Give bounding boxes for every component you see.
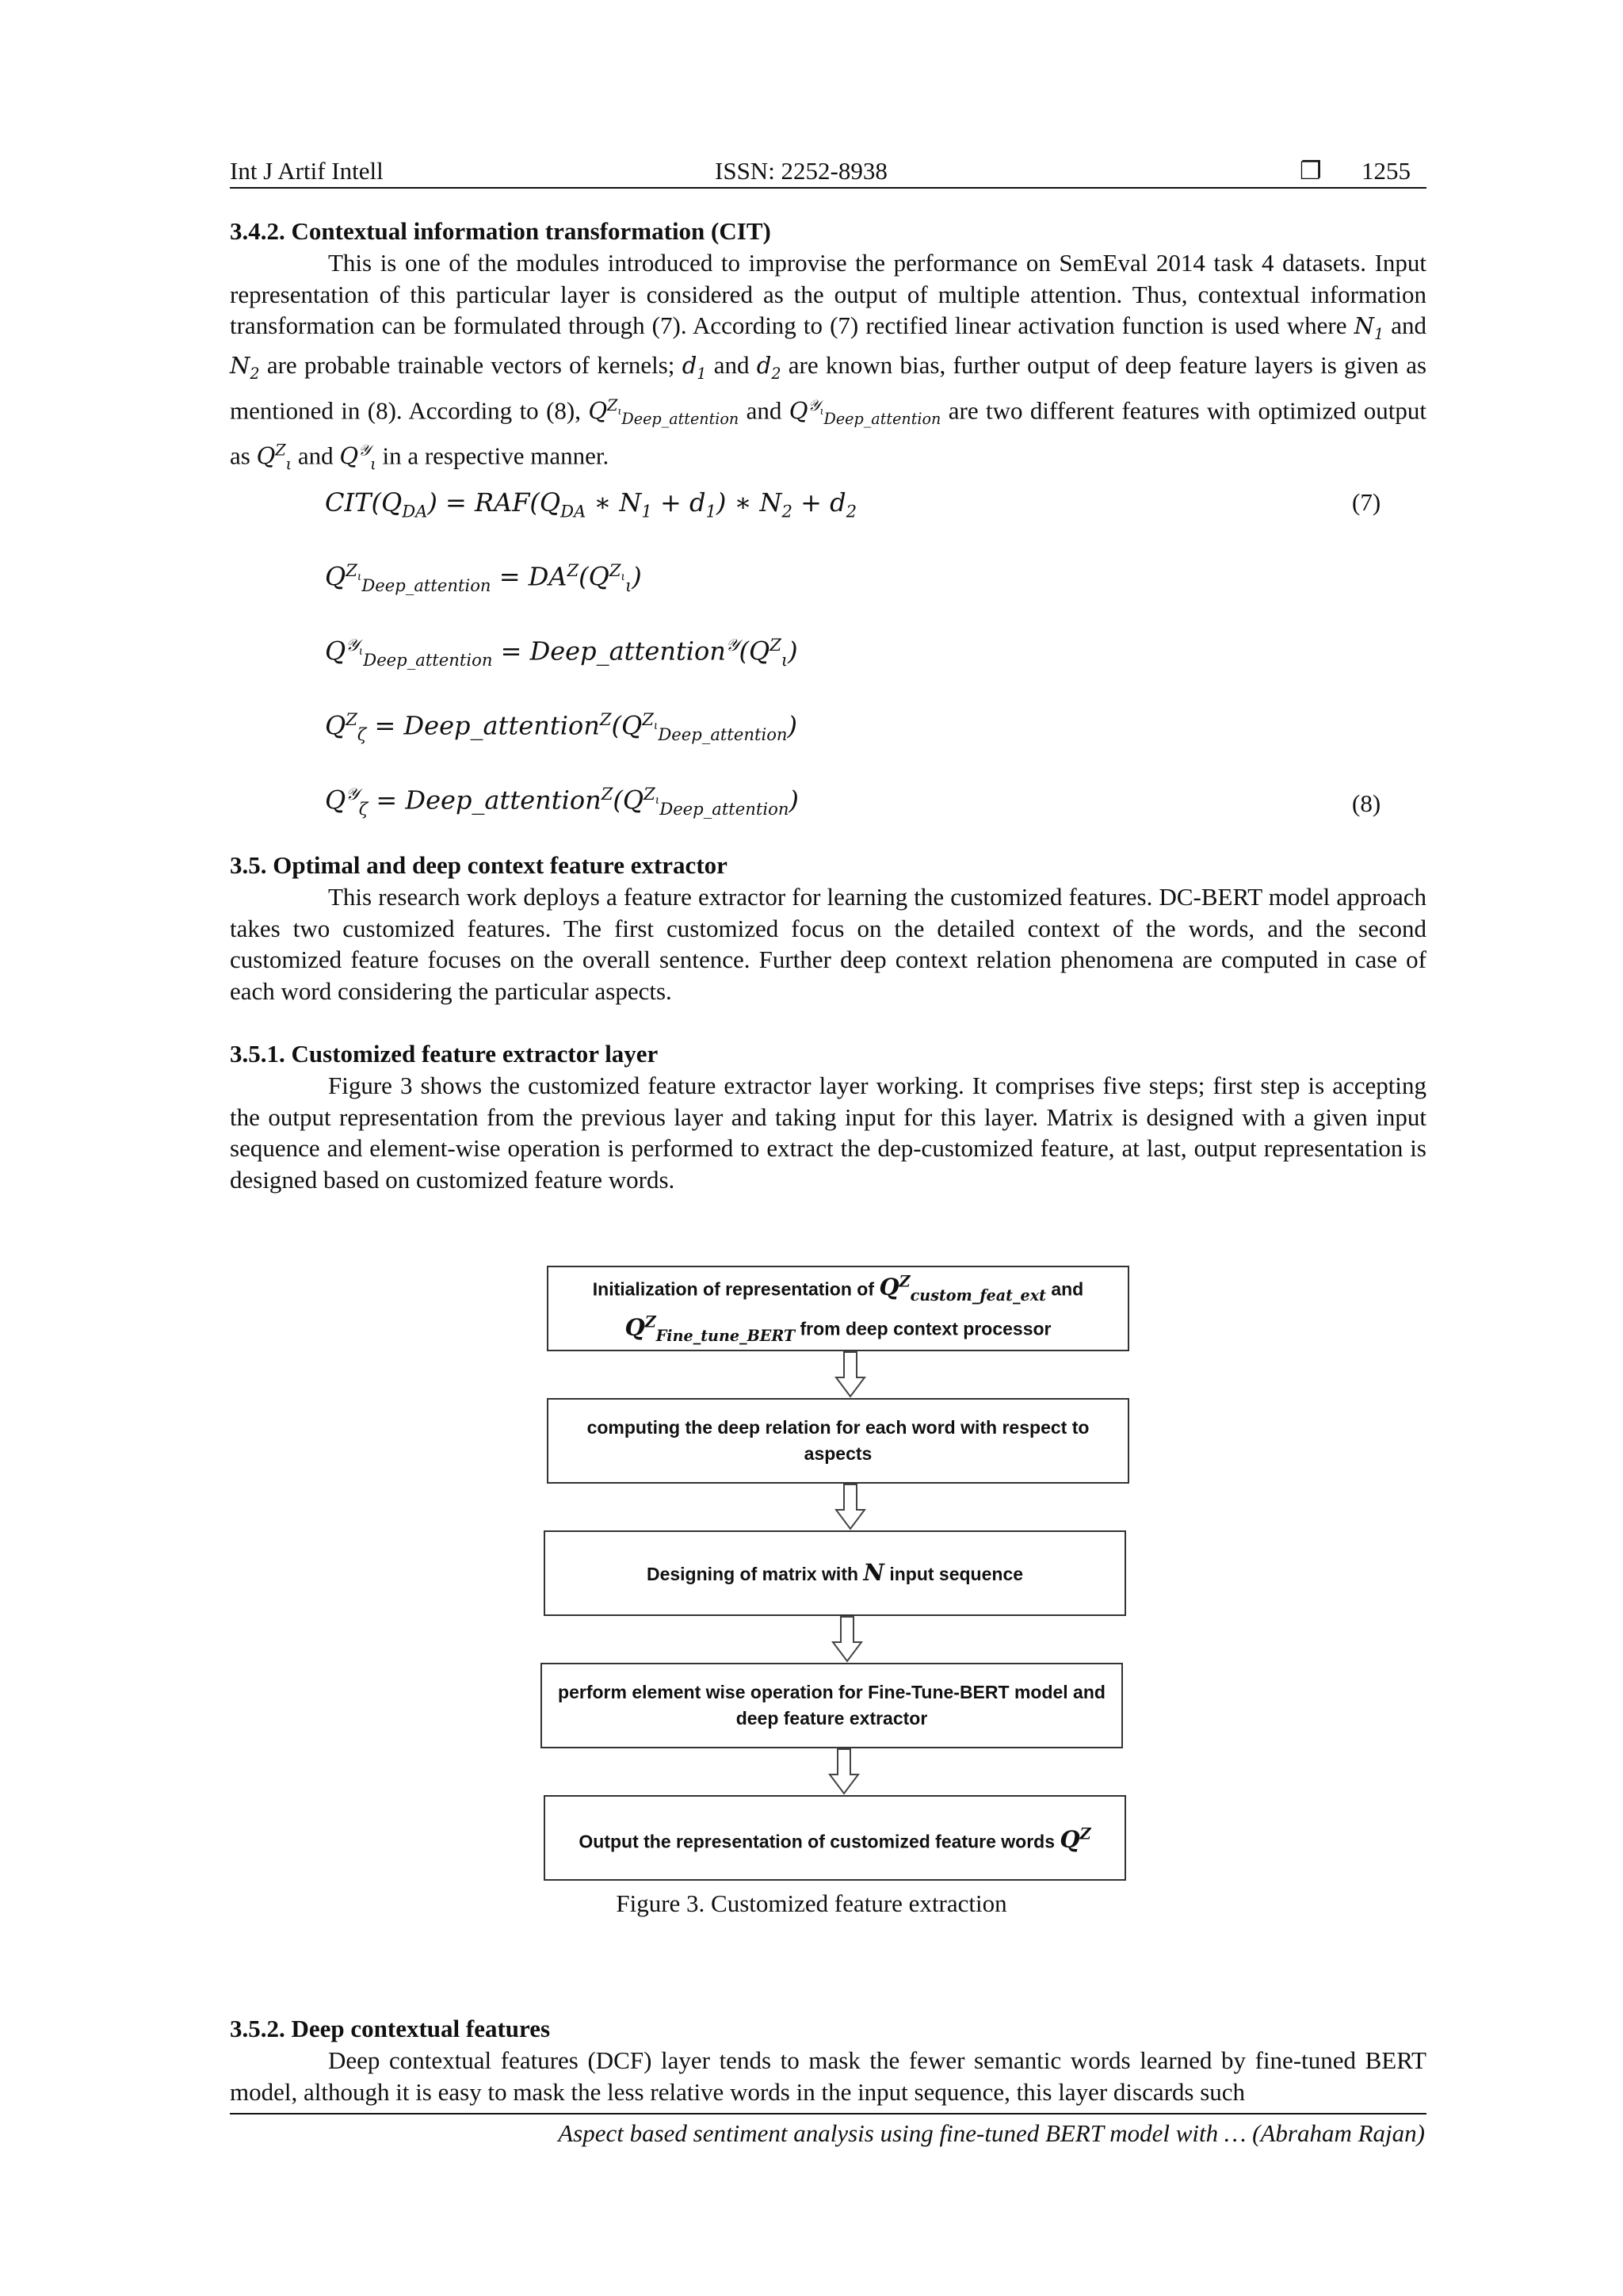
flowchart-step-output: Output the representation of customized feature words $Q^Z$ [544,1795,1126,1881]
section-3-5-paragraph: This research work deploys a feature extractor for learning the customized features. DC-BERT model approach takes two customized features. The first customized focus on the detailed context of the words, and the second customized feature focuses on the overall sentence. Further deep context relation phenomena are computed in case of each word considering the particular aspects. [230,883,1426,1005]
equation-8-label: (8) [1352,789,1381,817]
equation-7: $CIT(Q_{DA}) = RAF(Q_{DA}$ ∗ $N_1 + d_1$) ∗ $N_2 + d_2$ [325,487,857,521]
section-3-5-2-title: 3.5.2. Deep contextual features [230,2015,551,2042]
down-arrow-icon [834,1484,866,1530]
footer-citation: Aspect based sentiment analysis using fine-tuned BERT model with … (Abraham Rajan) [558,2119,1425,2147]
journal-name: Int J Artif Intell [230,157,384,185]
down-arrow-icon [828,1749,860,1795]
equation-8-line-4: $Q^𝒴_\zeta$ = $Deep\_attention^Z(Q^{Z_\iota}_{Deep\_attention})$ [325,784,799,819]
equation-8-line-1: $Q^{Z_\iota}_{Deep\_attention} = DA^Z(Q^{Z_\iota}_\iota)$ [325,560,642,596]
section-3-4-2-paragraph: This is one of the modules introduced to improvise the performance on SemEval 2014 task 4 datasets. Input representation of this particular layer is considered as the output of multiple attention. Thus, contextual information transformation can be formulated through (7). According to (7) rectified linear activation function is used where $N_1$ and $N_2$ are probable trainable vectors of kernels; $d_1$ and $d_2$ are known bias, further output of deep feature layers is given as mentioned in (8). According to (8), $Q^{Z_\iota}_{Deep\_attention}$ and $Q^{𝒴_\iota}_{Deep\_attention}$ are two different features with optimized output as $Q^Z_\iota$ and $Q^𝒴_\iota$ in a respective manner. [230,249,1427,473]
flowchart-step-matrix: Designing of matrix with N input sequence [544,1530,1126,1616]
equation-8-line-3: $Q^Z_\zeta$ = $Deep\_attention^Z(Q^{Z_\iota}_{Deep\_attention})$ [325,709,798,745]
issn: ISSN: 2252-8938 [715,157,888,185]
down-arrow-icon [834,1352,866,1398]
equation-7-label: (7) [1352,488,1381,516]
section-3-4-2-title: 3.4.2. Contextual information transformation (CIT) [230,217,771,245]
flowchart-step-deep-relation: computing the deep relation for each word with respect to aspects [547,1398,1129,1484]
section-3-5-1-paragraph: Figure 3 shows the customized feature extractor layer working. It comprises five steps; first step is accepting the output representation from the previous layer and taking input for this layer. Matrix is designed with a given input sequence and element-wise operation is performed to extract the dep-customized feature, at last, output representation is designed based on customized feature words. [230,1072,1426,1194]
page-number: 1255 [1361,157,1411,185]
section-3-5-2-paragraph: Deep contextual features (DCF) layer tends to mask the fewer semantic words learned by fine-tuned BERT model, although it is easy to mask the less relative words in the input sequence, this layer discards such [230,2046,1426,2106]
flowchart-step-initialization: Initialization of representation of $Q^Z_{custom\_feat\_ext}$ and $Q^Z_{Fine\_tune\_BERT}$ from deep context processor [547,1266,1129,1351]
section-3-5-1-title: 3.5.1. Customized feature extractor layer [230,1040,659,1068]
flowchart-step-element-wise: perform element wise operation for Fine-Tune-BERT model and deep feature extractor [540,1663,1123,1748]
figure-caption: Figure 3. Customized feature extraction [616,1889,1007,1917]
equation-8-line-2: $Q^{𝒴_\iota}_{Deep\_attention}$ = $Deep\_attention^𝒴(Q^Z_\iota)$ [325,635,798,670]
checkbox-square-icon: ❐ [1300,157,1322,185]
down-arrow-icon [831,1617,863,1663]
footer-rule [230,2113,1426,2115]
section-3-5-title: 3.5. Optimal and deep context feature extractor [230,851,727,879]
header-rule [230,187,1426,189]
